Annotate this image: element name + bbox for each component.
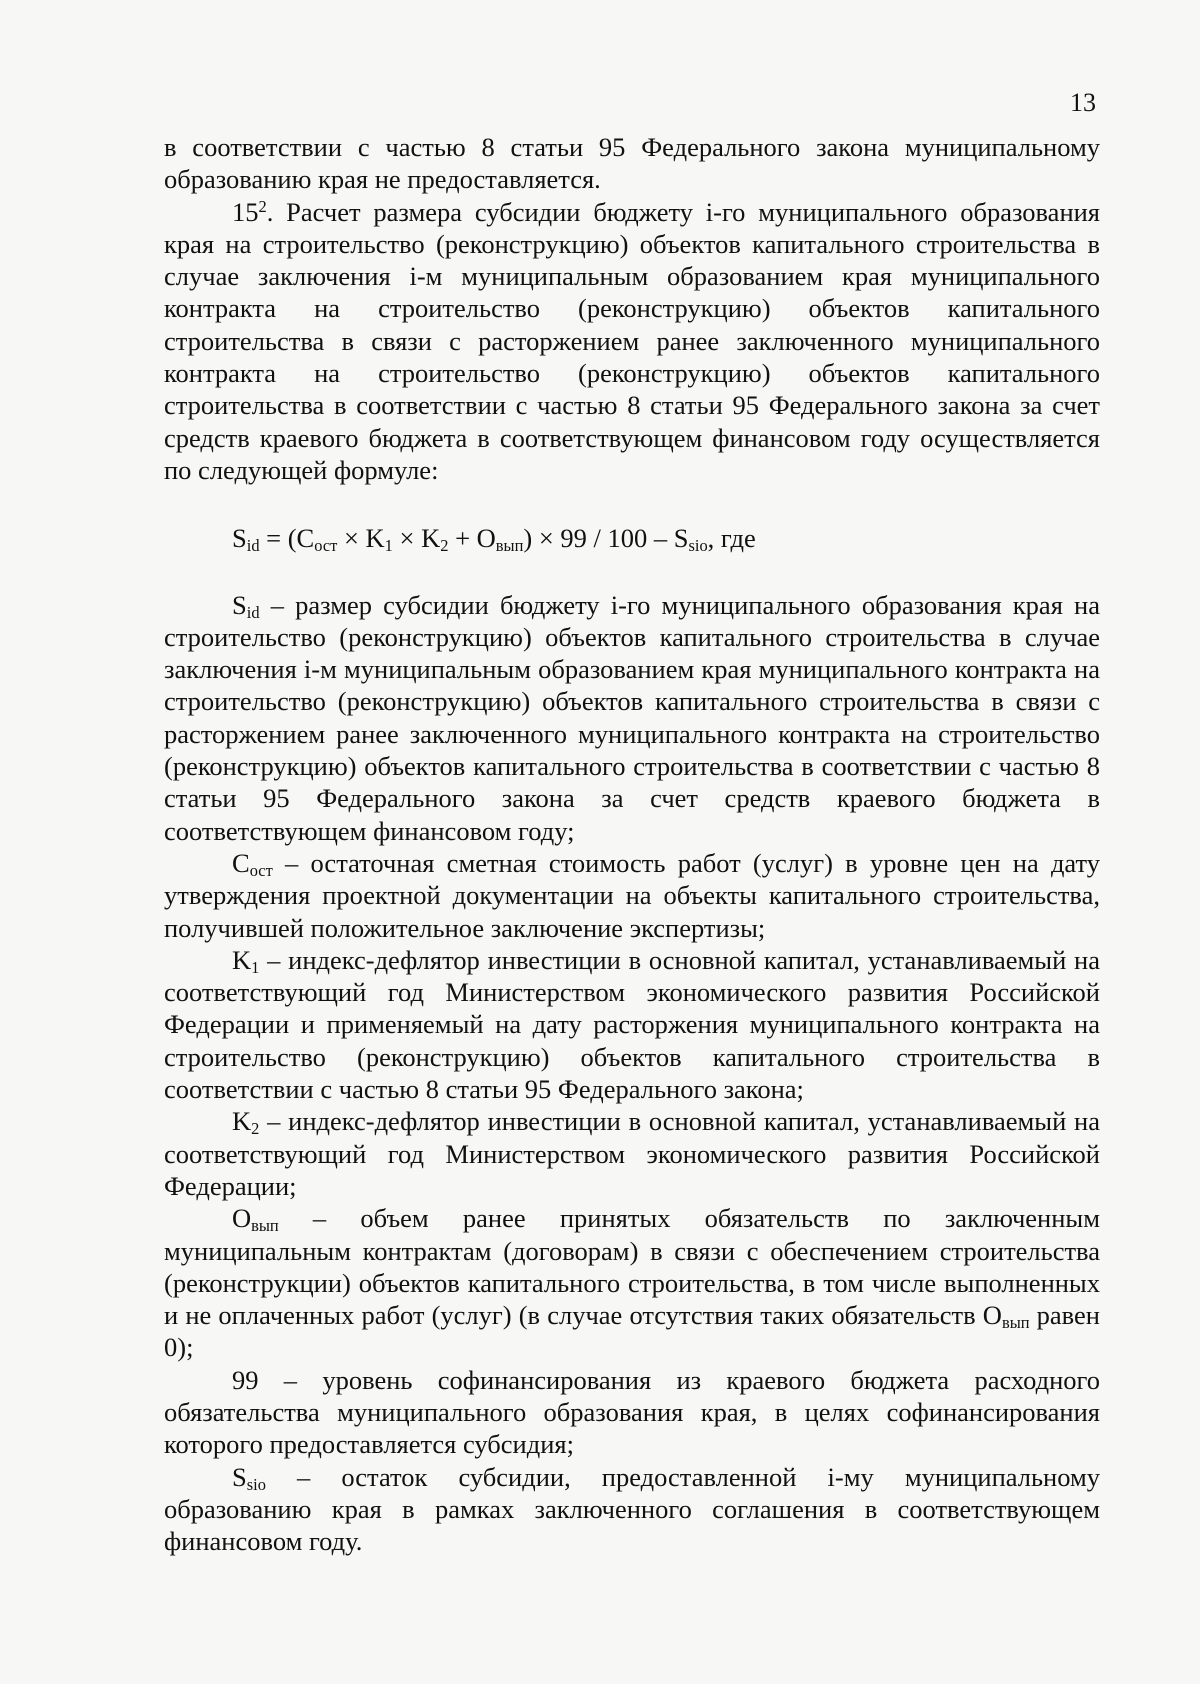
definition-symbol: S — [232, 589, 247, 620]
definition-symbol: C — [232, 847, 250, 878]
formula-k1: × K — [337, 523, 385, 554]
definition-symbol-sub: 1 — [251, 957, 260, 977]
definition-symbol: O — [232, 1203, 252, 1234]
definition-symbol-sub: id — [246, 602, 260, 622]
formula-s: S — [232, 523, 247, 554]
definition-sid — [164, 589, 1100, 847]
formula-k1-sub: 1 — [384, 536, 393, 556]
formula-o: + O — [448, 523, 496, 554]
definition-symbol-sub: ост — [249, 861, 273, 881]
formula-s2-sub: sio — [688, 536, 708, 556]
formula-s-sub: id — [246, 536, 260, 556]
definition-ssio — [164, 1461, 1100, 1558]
definition-ovyp — [164, 1202, 1100, 1363]
formula — [164, 522, 1100, 554]
definition-k1 — [164, 944, 1100, 1105]
formula-tail2: , где — [707, 523, 756, 554]
definition-text: – остаточная сметная стоимость работ (услуг) в уровне цен на дату утверждения проектной документации на объекты капитального строительства, получившей положительное заключение экспертизы; — [164, 847, 1100, 943]
paragraph-continuation: в соответствии с частью 8 статьи 95 Федерального закона муниципальному образованию края не предоставляется. — [164, 132, 1100, 195]
formula-c-sub: ост — [314, 536, 338, 556]
clause-number: 15 — [232, 196, 259, 227]
definition-text: – размер субсидии бюджету i-го муниципального образования края на строительство (реконструкцию) объектов капитального строительства в случае заключения i-м муниципальным образованием края муниципального контракта на строительство (реконструкцию) объектов капитального строительства в связи с расторжением ранее заключенного муниципального контракта на строительство (реконструкцию) объектов капитального строительства в соответствии с частью 8 статьи 95 Федерального закона за счет средств краевого бюджета в соответствующем финансовом году; — [164, 589, 1100, 846]
definition-cost — [164, 847, 1100, 944]
formula-tail1: ) × 99 / 100 – S — [523, 523, 689, 554]
formula-o-sub: вып — [495, 536, 524, 556]
document-body — [164, 131, 1100, 1557]
definition-symbol-sub-inline: вып — [1001, 1313, 1030, 1333]
formula-k2: × K — [392, 523, 441, 554]
formula-eq: = (C — [259, 523, 315, 554]
definition-99: 99 – уровень софинансирования из краевого бюджета расходного обязательства муниципального образования края, в целях софинансирования которого предоставляется субсидия; — [164, 1364, 1100, 1460]
definition-symbol: K — [232, 944, 252, 975]
definition-symbol-sub: 2 — [251, 1119, 260, 1139]
paragraph-15-2 — [164, 196, 1100, 487]
clause-superscript: 2 — [258, 196, 267, 216]
definition-k2 — [164, 1105, 1100, 1202]
formula-k2-sub: 2 — [440, 536, 449, 556]
definition-text: – индекс-дефлятор инвестиции в основной капитал, устанавливаемый на соответствующий год Министерством экономического развития Российской Федерации и применяемый на дату расторжения муниципального контракта на строительство (реконструкцию) объектов капитального строительства в соответствии с частью 8 статьи 95 Федерального закона; — [164, 944, 1100, 1105]
definition-symbol-sub: вып — [251, 1216, 279, 1236]
page-number: 13 — [1070, 88, 1096, 117]
definition-symbol: K — [232, 1106, 252, 1137]
definition-symbol-sub: sio — [246, 1474, 266, 1494]
definition-text: – остаток субсидии, предоставленной i-му муниципальному образованию края в рамках заключенного соглашения в соответствующем финансовом году. — [164, 1461, 1100, 1557]
definition-text: – объем ранее принятых обязательств по заключенным муниципальным контрактам (договорам) в связи с обеспечением строительства (реконструкции) объектов капитального строительства, в том числе выполненных и не оплаченных работ (услуг) (в случае отсутствия таких обязательств O — [164, 1203, 1100, 1331]
definition-text: – индекс-дефлятор инвестиции в основной капитал, устанавливаемый на соответствующий год Министерством экономического развития Российской Федерации; — [164, 1106, 1100, 1201]
clause-text: . Расчет размера субсидии бюджету i-го муниципального образования края на строительство (реконструкцию) объектов капитального строительства в случае заключения i-м муниципальным образованием края муниципального контракта на строительство (реконструкцию) объектов капитального строительства в связи с расторжением ранее заключенного муниципального контракта на строительство (реконструкцию) объектов капитального строительства в соответствии с частью 8 статьи 95 Федерального закона за счет средств краевого бюджета в соответствующем финансовом году осуществляется по следующей формуле: — [164, 196, 1100, 485]
definition-text-tail: равен 0); — [164, 1300, 1100, 1363]
definition-symbol: S — [232, 1461, 247, 1492]
